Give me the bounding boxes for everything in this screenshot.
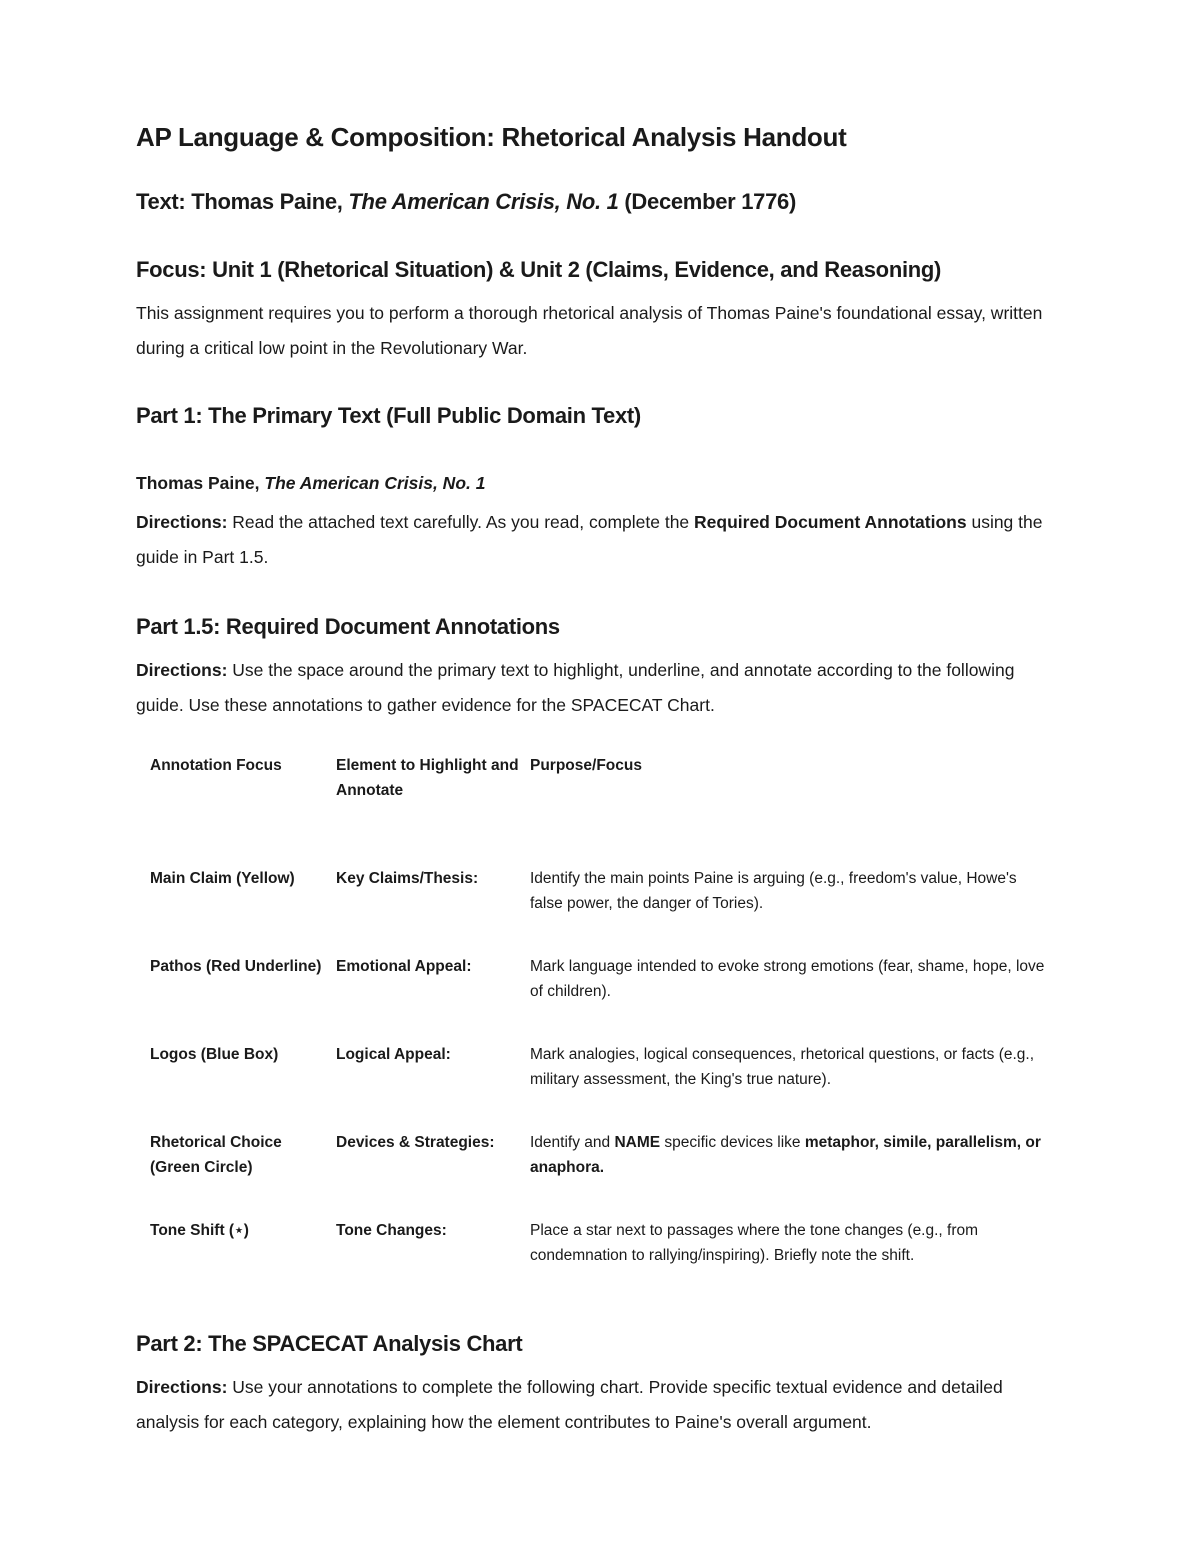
header-purpose: Purpose/Focus	[530, 757, 642, 774]
annotation-table	[150, 753, 1050, 1306]
row-purpose-a: Identify and	[530, 1134, 615, 1151]
text-source-prefix: Text: Thomas Paine,	[136, 189, 349, 214]
row-focus: Logos (Blue Box)	[150, 1046, 279, 1063]
text-source-heading	[136, 186, 1066, 218]
part1-work: The American Crisis, No. 1	[264, 473, 486, 493]
part2-directions	[136, 1370, 1066, 1440]
part2-directions-label: Directions:	[136, 1377, 228, 1397]
row-focus: Pathos (Red Underline)	[150, 958, 322, 975]
focus-heading: Focus: Unit 1 (Rhetorical Situation) & Unit 2 (Claims, Evidence, and Reasoning)	[136, 257, 942, 282]
part2-heading: Part 2: The SPACECAT Analysis Chart	[136, 1331, 523, 1356]
row-element: Emotional Appeal:	[336, 958, 472, 975]
part1-directions-text-b: using the guide in Part 1.5.	[136, 512, 1043, 567]
table-row	[150, 866, 1050, 954]
row-purpose-bold: NAME	[614, 1134, 661, 1151]
annotation-table-header	[150, 753, 1050, 866]
row-purpose: Identify the main points Paine is arguing (e.g., freedom's value, Howe's false power, the danger of Tories).	[530, 870, 1017, 912]
part1-author: Thomas Paine,	[136, 473, 265, 493]
row-element: Logical Appeal:	[336, 1046, 451, 1063]
row-purpose: Place a star next to passages where the tone changes (e.g., from condemnation to rallying/inspiring). Briefly note the shift.	[530, 1222, 979, 1264]
row-focus: Main Claim (Yellow)	[150, 870, 295, 887]
row-focus: Tone Shift (⋆)	[150, 1222, 249, 1239]
table-row	[150, 1218, 1050, 1306]
row-element: Tone Changes:	[336, 1222, 447, 1239]
part1-directions-bold: Required Document Annotations	[694, 512, 967, 532]
row-focus: Rhetorical Choice (Green Circle)	[150, 1134, 282, 1176]
part15-heading: Part 1.5: Required Document Annotations	[136, 614, 560, 639]
header-element: Element to Highlight and Annotate	[336, 757, 519, 799]
text-source-work: The American Crisis, No. 1	[348, 189, 619, 214]
row-element: Devices & Strategies:	[336, 1134, 495, 1151]
text-source-suffix: (December 1776)	[618, 189, 796, 214]
intro-paragraph: This assignment requires you to perform a thorough rhetorical analysis of Thomas Paine's foundational essay, written during a critical low point in the Revolutionary War.	[136, 303, 1043, 358]
part15-directions-text: Use the space around the primary text to highlight, underline, and annotate according to the following guide. Use these annotations to gather evidence for the SPACECAT Chart.	[136, 660, 1015, 715]
part15-directions	[136, 653, 1066, 723]
table-row	[150, 1042, 1050, 1130]
part1-heading: Part 1: The Primary Text (Full Public Domain Text)	[136, 403, 641, 428]
header-annotation-focus: Annotation Focus	[150, 757, 282, 774]
table-row	[150, 954, 1050, 1042]
document-body	[136, 118, 1066, 1440]
part2-directions-text: Use your annotations to complete the following chart. Provide specific textual evidence and detailed analysis for each category, explaining how the element contributes to Paine's overall argument.	[136, 1377, 1003, 1432]
row-purpose: Mark language intended to evoke strong emotions (fear, shame, hope, love of children).	[530, 958, 1045, 1000]
part1-directions-label: Directions:	[136, 512, 228, 532]
row-purpose-bold2: metaphor, simile, parallelism, or anaphora.	[530, 1134, 1041, 1176]
part1-author-line	[136, 466, 1066, 501]
row-purpose-b: specific devices like	[660, 1134, 805, 1151]
row-purpose	[530, 1130, 1050, 1218]
part1-directions	[136, 505, 1066, 575]
part1-directions-text-a: Read the attached text carefully. As you read, complete the	[227, 512, 695, 532]
table-row	[150, 1130, 1050, 1218]
row-element: Key Claims/Thesis:	[336, 870, 479, 887]
part15-directions-label: Directions:	[136, 660, 228, 680]
row-purpose: Mark analogies, logical consequences, rhetorical questions, or facts (e.g., military assessment, the King's true nature).	[530, 1046, 1035, 1088]
page-title: AP Language & Composition: Rhetorical Analysis Handout	[136, 122, 847, 152]
